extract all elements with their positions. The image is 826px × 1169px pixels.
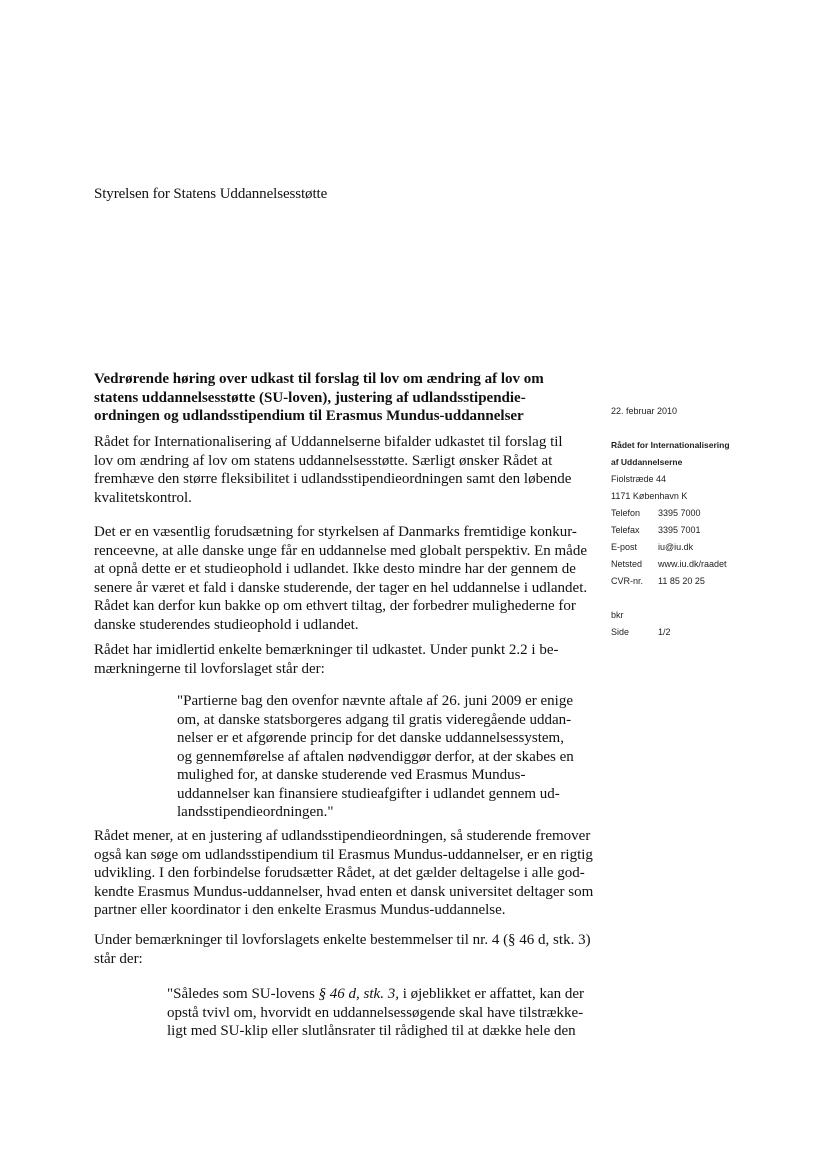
quote-line: "Partierne bag den ovenfor nævnte aftale af 26. juni 2009 er enige xyxy=(177,693,573,709)
text-line: også kan søge om udlandsstipendium til Erasmus Mundus-uddannelser, er en rigtig xyxy=(94,846,593,863)
contact-value: 11 85 20 25 xyxy=(658,576,705,586)
quote-text: "Således som SU-lovens xyxy=(167,986,319,1002)
text-line: at opnå dette er et studieophold i udlandet. Ikke desto mindre har der gennem de xyxy=(94,561,576,577)
contact-value: 3395 7000 xyxy=(658,508,701,518)
quote-line: ligt med SU-klip eller slutlånsrater til rådighed til at dække hele den xyxy=(167,1023,576,1039)
initials: bkr xyxy=(611,610,624,620)
title-line: Vedrørende høring over udkast til forslag til lov om ændring af lov om xyxy=(94,371,544,387)
quote-block-1 xyxy=(177,692,574,822)
text-line: fremhæve den større fleksibilitet i udlandsstipendieordningen samt den løbende xyxy=(94,471,572,487)
contact-row-phone xyxy=(611,508,701,518)
text-line: Rådet har imidlertid enkelte bemærkninger til udkastet. Under punkt 2.2 i be- xyxy=(94,642,559,658)
quote-line: om, at danske statsborgeres adgang til gratis videregående uddan- xyxy=(177,711,572,728)
title-line: ordningen og udlandsstipendium til Erasmus Mundus-uddannelser xyxy=(94,408,524,424)
text-line: partner eller koordinator i den enkelte Erasmus Mundus-uddannelse. xyxy=(94,902,506,918)
text-line: kvalitetskontrol. xyxy=(94,489,192,506)
text-line: lov om ændring af lov om statens uddannelsesstøtte. Særligt ønsker Rådet at xyxy=(94,452,553,469)
quote-line: og gennemførelse af aftalen nødvendiggør derfor, at der skabes en xyxy=(177,748,574,765)
contact-label: Netsted xyxy=(611,559,643,569)
quote-block-2 xyxy=(167,985,584,1041)
text-line: renceevne, at alle danske unge får en uddannelse med globalt perspektiv. En måde xyxy=(94,542,587,559)
paragraph-4 xyxy=(94,827,594,920)
contact-value: www.iu.dk/raadet xyxy=(658,559,727,569)
text-line: Under bemærkninger til lovforslagets enkelte bestemmelser til nr. 4 (§ 46 d, stk. 3) xyxy=(94,932,591,948)
contact-label: CVR-nr. xyxy=(611,576,644,586)
text-line: udvikling. I den forbindelse forudsætter Rådet, at det gælder deltagelse i alle god- xyxy=(94,865,585,881)
sender-org-line1: Rådet for Internationalisering xyxy=(611,440,730,450)
contact-label: E-post xyxy=(611,542,638,552)
text-line: senere år været et fald i danske studerende, der tager en hel uddannelse i udlandet. xyxy=(94,579,588,596)
quote-line: mulighed for, at danske studerende ved Erasmus Mundus- xyxy=(177,767,526,783)
text-line: mærkningerne til lovforslaget står der: xyxy=(94,660,325,677)
text-line: Rådet for Internationalisering af Uddannelserne bifalder udkastet til forslag til xyxy=(94,434,563,450)
contact-value: 3395 7001 xyxy=(658,525,701,535)
contact-row-website xyxy=(611,559,727,569)
letter-title xyxy=(94,370,564,426)
quote-line: nelser er et afgørende princip for det danske uddannelsessystem, xyxy=(177,730,564,746)
sender-address-street: Fiolstræde 44 xyxy=(611,474,667,484)
text-line: står der: xyxy=(94,950,143,967)
text-line: danske studerendes studieophold i udlandet. xyxy=(94,616,359,633)
page-indicator xyxy=(611,627,671,637)
page-label: Side xyxy=(611,627,630,637)
contact-row-email xyxy=(611,542,693,552)
page-value: 1/2 xyxy=(658,627,671,637)
quote-text: i øjeblikket er affattet, kan der xyxy=(398,986,585,1002)
letter-date: 22. februar 2010 xyxy=(611,406,678,416)
paragraph-1 xyxy=(94,433,574,507)
quote-line: uddannelser kan finansiere studieafgifter i udlandet gennem ud- xyxy=(177,785,560,802)
paragraph-3 xyxy=(94,641,574,678)
quote-line xyxy=(167,985,584,1004)
text-line: Rådet mener, at en justering af udlandsstipendieordningen, så studerende fremover xyxy=(94,828,591,844)
quote-line: opstå tvivl om, hvorvidt en uddannelsessøgende skal have tilstrække- xyxy=(167,1004,584,1021)
contact-row-fax xyxy=(611,525,701,535)
quote-line: landsstipendieordningen." xyxy=(177,804,334,820)
text-line: Rådet kan derfor kun bakke op om ethvert tiltag, der forbedrer mulighederne for xyxy=(94,598,576,614)
recipient: Styrelsen for Statens Uddannelsesstøtte xyxy=(94,186,328,202)
paragraph-5 xyxy=(94,931,591,968)
contact-value: iu@iu.dk xyxy=(658,542,694,552)
sender-address-city: 1171 København K xyxy=(611,491,688,501)
title-line: statens uddannelsesstøtte (SU-loven), justering af udlandsstipendie- xyxy=(94,389,526,406)
paragraph-2 xyxy=(94,523,588,634)
text-line: Det er en væsentlig forudsætning for styrkelsen af Danmarks fremtidige konkur- xyxy=(94,524,577,540)
contact-label: Telefax xyxy=(611,525,640,535)
contact-row-cvr xyxy=(611,576,705,586)
text-line: kendte Erasmus Mundus-uddannelser, hvad enten et dansk universitet deltager som xyxy=(94,883,594,900)
contact-label: Telefon xyxy=(611,508,641,518)
quote-italic-ref: § 46 d, stk. 3, xyxy=(318,986,399,1002)
sender-org-line2: af Uddannelserne xyxy=(611,457,683,467)
